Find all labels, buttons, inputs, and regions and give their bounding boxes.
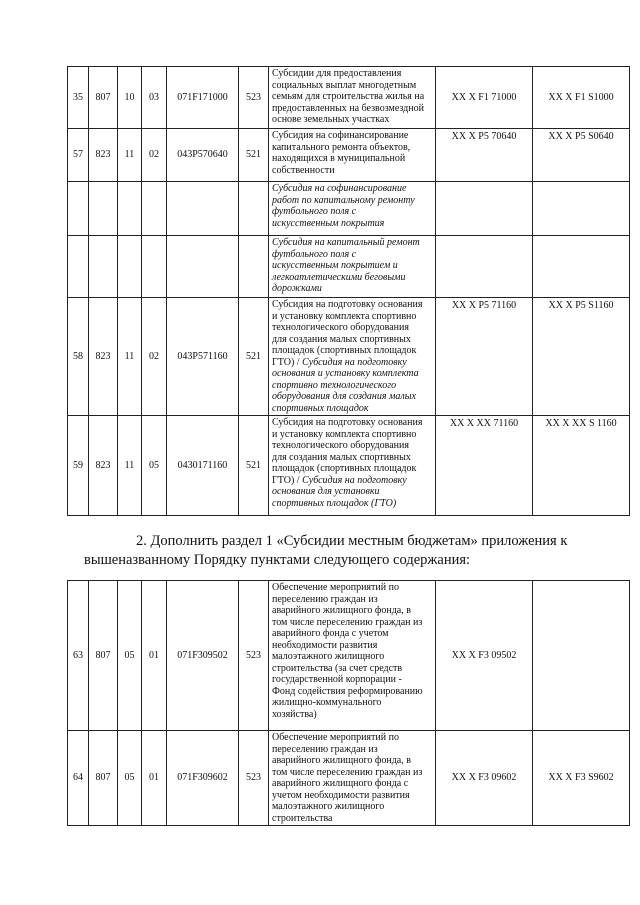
- target-article-code: [167, 182, 239, 236]
- description-line: малоэтажного жилищного: [272, 801, 385, 812]
- expense-type-code: 523: [239, 581, 269, 731]
- description-italic-line: искусственным покрытием и: [272, 260, 398, 271]
- regional-code: XX X F3 09502: [436, 581, 533, 731]
- table-row: [68, 67, 630, 129]
- subsidy-description: [269, 581, 436, 731]
- regional-code: [436, 182, 533, 236]
- description-line: и установку комплекта спортивно: [272, 310, 417, 322]
- section-code: 11: [118, 129, 142, 182]
- table-row: [68, 581, 630, 731]
- description-line: малоэтажного жилищного: [272, 651, 385, 662]
- description-line: технологического оборудования: [272, 440, 409, 451]
- description-line: ГТО) /: [272, 474, 300, 486]
- regional-code: XX X F1 71000: [436, 67, 533, 129]
- ministry-code: 807: [89, 67, 118, 129]
- expense-type-code: 523: [239, 731, 269, 826]
- description-line: том числе переселению граждан из: [272, 616, 423, 628]
- description-line: основе земельных участках: [272, 114, 390, 125]
- regional-code: XX X P5 71160: [436, 298, 533, 416]
- description-line: государственной корпорации -: [272, 674, 402, 685]
- table-row: [68, 416, 630, 516]
- description-italic-line: основания для установки: [272, 486, 380, 497]
- description-italic-line: искусственным покрытия: [272, 217, 385, 229]
- description-line: Обеспечение мероприятий по: [272, 732, 399, 743]
- target-article-code: 043P570640: [167, 129, 239, 182]
- description-line: капитального ремонта объектов,: [272, 141, 411, 153]
- row-number: [68, 236, 89, 298]
- subsidy-description: [269, 67, 436, 129]
- cofinancing-code: XX X XX S 1160: [533, 416, 630, 516]
- subsidy-description: [269, 416, 436, 516]
- ministry-code: [89, 182, 118, 236]
- description-line: Субсидии для предоставления: [272, 68, 402, 79]
- row-number: 57: [68, 129, 89, 182]
- table-row: [68, 731, 630, 826]
- description-line: и установку комплекта спортивно: [272, 428, 417, 440]
- table-row: [68, 129, 630, 182]
- subsidy-table-1-body: [68, 67, 630, 516]
- description-line: переселению граждан из: [272, 593, 378, 605]
- target-article-code: 0430171160: [167, 416, 239, 516]
- description-line: аварийного жилищного фонда с: [272, 778, 409, 789]
- target-article-code: [167, 236, 239, 298]
- cofinancing-code: XX X F3 S9602: [533, 731, 630, 826]
- ministry-code: 823: [89, 298, 118, 416]
- description-line: том числе переселению граждан из: [272, 766, 423, 778]
- regional-code: XX X P5 70640: [436, 129, 533, 182]
- description-line: социальных выплат многодетным: [272, 79, 417, 91]
- subsidy-description: [269, 129, 436, 182]
- description-line: жилищно-коммунального: [272, 697, 382, 708]
- description-line: собственности: [272, 164, 335, 176]
- ministry-code: 823: [89, 416, 118, 516]
- description-italic-line: футбольного поля с: [272, 206, 357, 217]
- description-line: для создания малых спортивных: [272, 333, 411, 345]
- row-number: 58: [68, 298, 89, 416]
- table-row: [68, 298, 630, 416]
- description-line: для создания малых спортивных: [272, 451, 411, 463]
- description-italic-line: работ по капитальному ремонту: [272, 194, 415, 206]
- description-line: семьям для строительства жилья на: [272, 91, 425, 102]
- subsidy-description: [269, 298, 436, 416]
- subsection-code: 02: [142, 129, 167, 182]
- expense-type-code: 523: [239, 67, 269, 129]
- subsidy-description: [269, 731, 436, 826]
- description-italic-line: Субсидия на капитальный ремонт: [272, 237, 420, 248]
- description-line: строительства (за счет средств: [272, 662, 403, 674]
- subsection-code: 02: [142, 298, 167, 416]
- cofinancing-code: [533, 581, 630, 731]
- description-italic-line: Субсидия на подготовку: [302, 356, 407, 368]
- subsection-code: 01: [142, 581, 167, 731]
- description-line: Субсидия на софинансирование: [272, 130, 409, 141]
- row-number: 64: [68, 731, 89, 826]
- description-italic-line: дорожками: [272, 283, 322, 294]
- row-number: 59: [68, 416, 89, 516]
- description-line: аварийного фонда с учетом: [272, 628, 389, 639]
- ministry-code: 807: [89, 731, 118, 826]
- description-line: находящихся в муниципальной: [272, 153, 406, 164]
- description-line: необходимости развития: [272, 639, 378, 651]
- section-code: [118, 182, 142, 236]
- description-line: предоставленных на безвозмездной: [272, 102, 424, 114]
- subsection-code: [142, 182, 167, 236]
- description-italic-line: оборудования для создания малых: [272, 391, 416, 402]
- subsidy-table-1: [67, 66, 630, 516]
- row-number: 63: [68, 581, 89, 731]
- description-line: аварийного жилищного фонда, в: [272, 605, 411, 616]
- description-line: Субсидия на подготовку основания: [272, 299, 423, 310]
- ministry-code: 807: [89, 581, 118, 731]
- table-row: [68, 236, 630, 298]
- description-italic-line: спортивных площадок: [272, 402, 369, 414]
- description-line: Обеспечение мероприятий по: [272, 582, 399, 593]
- target-article-code: 071F171000: [167, 67, 239, 129]
- description-line: строительства: [272, 812, 333, 824]
- description-line: Фонд содействия реформированию: [272, 685, 423, 697]
- description-line: площадок (спортивных площадок: [272, 463, 417, 474]
- subsidy-description: [269, 182, 436, 236]
- description-line: хозяйства): [272, 708, 317, 720]
- section-code: 11: [118, 416, 142, 516]
- subsection-code: [142, 236, 167, 298]
- description-line: переселению граждан из: [272, 743, 378, 755]
- regional-code: [436, 236, 533, 298]
- table-row: [68, 182, 630, 236]
- section-code: 05: [118, 581, 142, 731]
- description-line: Субсидия на подготовку основания: [272, 417, 423, 428]
- description-italic-line: футбольного поля с: [272, 248, 357, 260]
- section-amendment-paragraph: 2. Дополнить раздел 1 «Субсидии местным бюджетам» приложения к: [136, 533, 568, 549]
- description-italic-line: Субсидия на подготовку: [302, 474, 407, 486]
- regional-code: XX X XX 71160: [436, 416, 533, 516]
- target-article-code: 071F309602: [167, 731, 239, 826]
- section-amendment-paragraph-line2: вышеназванному Порядку пунктами следующего содержания:: [84, 552, 471, 568]
- expense-type-code: 521: [239, 416, 269, 516]
- row-number: 35: [68, 67, 89, 129]
- regional-code: XX X F3 09602: [436, 731, 533, 826]
- expense-type-code: 521: [239, 298, 269, 416]
- description-italic-line: спортивно технологического: [272, 379, 397, 391]
- description-line: ГТО) /: [272, 356, 300, 368]
- expense-type-code: [239, 182, 269, 236]
- expense-type-code: 521: [239, 129, 269, 182]
- subsection-code: 01: [142, 731, 167, 826]
- target-article-code: 043P571160: [167, 298, 239, 416]
- section-code: 05: [118, 731, 142, 826]
- subsidy-table-2-body: [68, 581, 630, 826]
- subsection-code: 03: [142, 67, 167, 129]
- section-code: 11: [118, 298, 142, 416]
- cofinancing-code: XX X P5 S1160: [533, 298, 630, 416]
- cofinancing-code: XX X P5 S0640: [533, 129, 630, 182]
- description-line: учетом необходимости развития: [272, 789, 410, 801]
- description-line: аварийного жилищного фонда, в: [272, 755, 411, 766]
- cofinancing-code: XX X F1 S1000: [533, 67, 630, 129]
- description-italic-line: основания и установку комплекта: [272, 368, 419, 379]
- subsidy-table-2: [67, 580, 630, 826]
- description-italic-line: легкоатлетическими беговыми: [272, 271, 406, 283]
- description-italic-line: Субсидия на софинансирование: [272, 183, 407, 194]
- description-italic-line: спортивных площадок (ГТО): [272, 497, 397, 509]
- row-number: [68, 182, 89, 236]
- cofinancing-code: [533, 182, 630, 236]
- expense-type-code: [239, 236, 269, 298]
- ministry-code: 823: [89, 129, 118, 182]
- description-line: площадок (спортивных площадок: [272, 345, 417, 356]
- subsidy-description: [269, 236, 436, 298]
- section-code: 10: [118, 67, 142, 129]
- description-line: технологического оборудования: [272, 322, 409, 333]
- target-article-code: 071F309502: [167, 581, 239, 731]
- section-code: [118, 236, 142, 298]
- ministry-code: [89, 236, 118, 298]
- subsection-code: 05: [142, 416, 167, 516]
- cofinancing-code: [533, 236, 630, 298]
